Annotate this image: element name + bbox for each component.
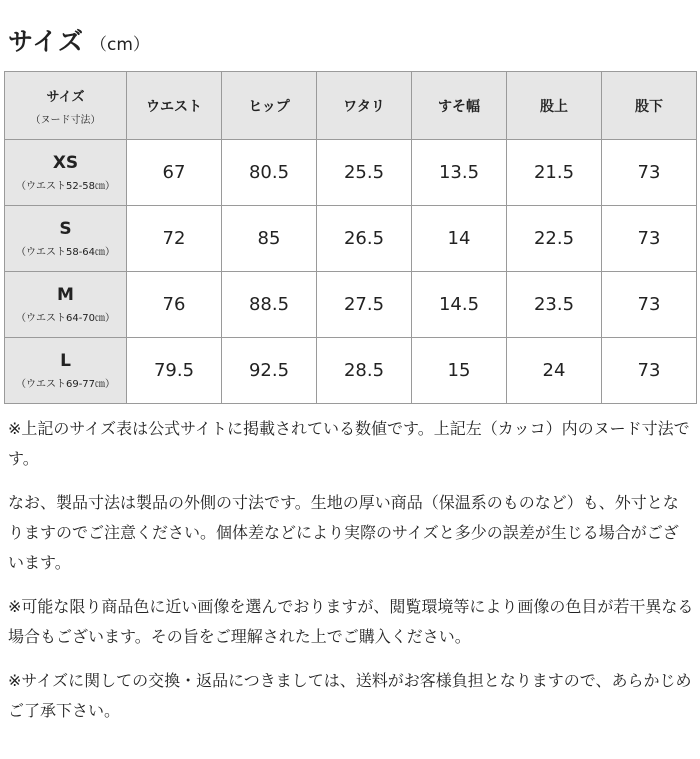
cell-hip: 88.5 <box>222 272 317 338</box>
cell-hem: 15 <box>412 338 507 404</box>
unit-label: （cm） <box>90 35 150 55</box>
table-row <box>5 272 697 338</box>
row-size: S <box>59 219 72 239</box>
page-title: サイズ <box>8 27 85 56</box>
row-label <box>5 272 127 338</box>
row-note: （ウエスト58-64㎝） <box>15 247 116 258</box>
cell-rise: 22.5 <box>507 206 602 272</box>
cell-waist: 79.5 <box>127 338 222 404</box>
cell-rise: 23.5 <box>507 272 602 338</box>
row-note: （ウエスト69-77㎝） <box>15 379 116 390</box>
note-paragraph: なお、製品寸法は製品の外側の寸法です。生地の厚い商品（保温系のものなど）も、外寸となりますのでご注意ください。個体差などにより実際のサイズと多少の誤差が生じる場合がございます。 <box>8 493 679 572</box>
cell-hip: 80.5 <box>222 140 317 206</box>
cell-hip: 92.5 <box>222 338 317 404</box>
cell-waist: 67 <box>127 140 222 206</box>
row-note: （ウエスト52-58㎝） <box>15 181 116 192</box>
row-size: M <box>57 285 74 305</box>
cell-rise: 21.5 <box>507 140 602 206</box>
cell-thigh: 25.5 <box>317 140 412 206</box>
cell-hem: 13.5 <box>412 140 507 206</box>
header-size-label: サイズ <box>46 89 85 105</box>
cell-inseam: 73 <box>602 206 697 272</box>
row-note: （ウエスト64-70㎝） <box>15 313 116 324</box>
header-waist: ウエスト <box>127 72 222 140</box>
cell-thigh: 27.5 <box>317 272 412 338</box>
cell-rise: 24 <box>507 338 602 404</box>
cell-hem: 14.5 <box>412 272 507 338</box>
header-size-sub: （ヌード寸法） <box>30 114 101 126</box>
header-thigh: ワタリ <box>317 72 412 140</box>
note-paragraph: ※サイズに関しての交換・返品につきましては、送料がお客様負担となりますので、あらかじめご了承下さい。 <box>8 671 692 720</box>
table-row <box>5 338 697 404</box>
cell-inseam: 73 <box>602 338 697 404</box>
row-label <box>5 338 127 404</box>
header-inseam: 股下 <box>602 72 697 140</box>
cell-waist: 72 <box>127 206 222 272</box>
table-row <box>5 206 697 272</box>
header-hem: すそ幅 <box>412 72 507 140</box>
notes-section <box>8 414 694 740</box>
row-label <box>5 140 127 206</box>
header-size <box>5 72 127 140</box>
cell-thigh: 28.5 <box>317 338 412 404</box>
size-table <box>4 71 697 404</box>
cell-waist: 76 <box>127 272 222 338</box>
header-rise: 股上 <box>507 72 602 140</box>
table-row <box>5 140 697 206</box>
title-row <box>8 22 150 58</box>
row-label <box>5 206 127 272</box>
table-header-row <box>5 72 697 140</box>
cell-hem: 14 <box>412 206 507 272</box>
row-size: L <box>60 351 71 371</box>
header-hip: ヒップ <box>222 72 317 140</box>
cell-hip: 85 <box>222 206 317 272</box>
note-paragraph: ※可能な限り商品色に近い画像を選んでおりますが、閲覧環境等により画像の色目が若干異なる場合もございます。その旨をご理解された上でご購入ください。 <box>8 597 694 646</box>
cell-inseam: 73 <box>602 272 697 338</box>
row-size: XS <box>52 153 79 173</box>
cell-thigh: 26.5 <box>317 206 412 272</box>
note-paragraph: ※上記のサイズ表は公式サイトに掲載されている数値です。上記左（カッコ）内のヌード寸法です。 <box>8 419 690 468</box>
cell-inseam: 73 <box>602 140 697 206</box>
